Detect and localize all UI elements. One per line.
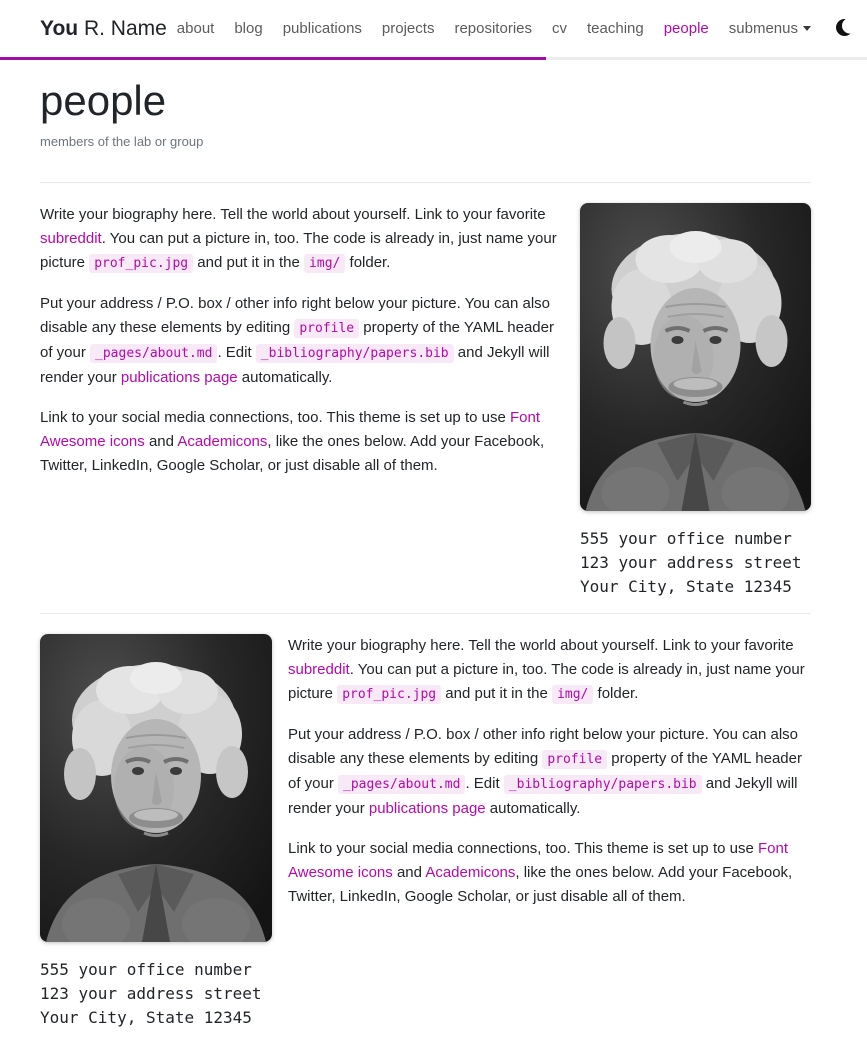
inline-link[interactable]: Academicons: [177, 433, 268, 450]
bio-paragraph: Write your biography here. Tell the world about yourself. Link to your favorite subreddit. You can put a picture in, too. The code is already in, just name your picture prof_pic.jpg and put it in the img/ folder.: [288, 637, 805, 702]
site-brand[interactable]: [40, 17, 167, 41]
nav-item-blog[interactable]: blog: [234, 19, 263, 37]
profile-section: [40, 614, 811, 1030]
dark-mode-toggle[interactable]: [833, 16, 859, 42]
nav-item-submenus[interactable]: submenus: [722, 11, 818, 47]
inline-code: img/: [552, 685, 593, 704]
brand-first-name: You: [40, 16, 79, 40]
nav-item-repositories[interactable]: repositories: [454, 19, 532, 37]
address-line: 123 your address street: [40, 984, 262, 1003]
moon-icon: [836, 18, 855, 40]
profile-photo: [40, 634, 272, 942]
nav-item-cv[interactable]: cv: [552, 19, 567, 37]
address-line: Your City, State 12345: [580, 577, 792, 596]
nav-list: [167, 11, 859, 47]
bio-paragraph: Link to your social media connections, too. This theme is set up to use Font Awesome icons and Academicons, like the ones below. Add your Facebook, Twitter, LinkedIn, Google Scholar, or just disable all of them.: [288, 840, 793, 905]
navbar: [0, 0, 867, 57]
nav-item-publications[interactable]: publications: [282, 19, 362, 37]
profile-section: [40, 183, 811, 599]
inline-link[interactable]: subreddit: [288, 661, 350, 678]
inline-code: profile: [294, 319, 359, 338]
nav-item-teaching[interactable]: teaching: [587, 19, 644, 37]
inline-code: profile: [542, 750, 607, 769]
profile-figure: [40, 634, 272, 1030]
nav-item-people[interactable]: people: [663, 19, 709, 37]
brand-last-name: R. Name: [78, 16, 167, 40]
bio-paragraph: Put your address / P.O. box / other info right below your picture. You can also disable any these elements by editing profile property of the YAML header of your _pages/about.md . Edit _bibliography/papers.bib and Jekyll will render your publications page automatically.: [40, 295, 554, 386]
profile-figure: [580, 203, 811, 599]
page-header: [40, 60, 811, 150]
address: [580, 527, 811, 599]
inline-link[interactable]: Font Awesome icons: [40, 409, 540, 450]
nav-item-projects[interactable]: projects: [381, 19, 435, 37]
inline-code: prof_pic.jpg: [89, 254, 193, 273]
bio-paragraph: Put your address / P.O. box / other info right below your picture. You can also disable any these elements by editing profile property of the YAML header of your _pages/about.md . Edit _bibliography/papers.bib and Jekyll will render your publications page automatically.: [288, 726, 802, 817]
address: [40, 958, 272, 1030]
inline-code: prof_pic.jpg: [337, 685, 441, 704]
inline-code: _bibliography/papers.bib: [256, 344, 454, 363]
inline-code: _pages/about.md: [90, 344, 217, 363]
address-line: 555 your office number: [40, 960, 252, 979]
inline-link[interactable]: Academicons: [425, 864, 516, 881]
address-line: 123 your address street: [580, 553, 802, 572]
inline-link[interactable]: publications page: [368, 800, 486, 817]
page-title: people: [40, 77, 167, 124]
inline-link[interactable]: Font Awesome icons: [288, 840, 788, 881]
inline-link[interactable]: subreddit: [40, 230, 102, 247]
nav-item-about[interactable]: about: [176, 19, 215, 37]
bio-paragraph: Link to your social media connections, too. This theme is set up to use Font Awesome icons and Academicons, like the ones below. Add your Facebook, Twitter, LinkedIn, Google Scholar, or just disable all of them.: [40, 409, 545, 474]
inline-code: _pages/about.md: [338, 775, 465, 794]
inline-link[interactable]: publications page: [120, 369, 238, 386]
address-line: 555 your office number: [580, 529, 792, 548]
page-description: members of the lab or group: [40, 134, 204, 149]
bio-paragraph: Write your biography here. Tell the world about yourself. Link to your favorite subreddit. You can put a picture in, too. The code is already in, just name your picture prof_pic.jpg and put it in the img/ folder.: [40, 206, 557, 271]
chevron-down-icon: [803, 26, 811, 31]
inline-code: _bibliography/papers.bib: [504, 775, 702, 794]
profile-photo: [580, 203, 811, 511]
inline-code: img/: [304, 254, 345, 273]
address-line: Your City, State 12345: [40, 1008, 252, 1027]
main-content: [40, 60, 811, 1030]
